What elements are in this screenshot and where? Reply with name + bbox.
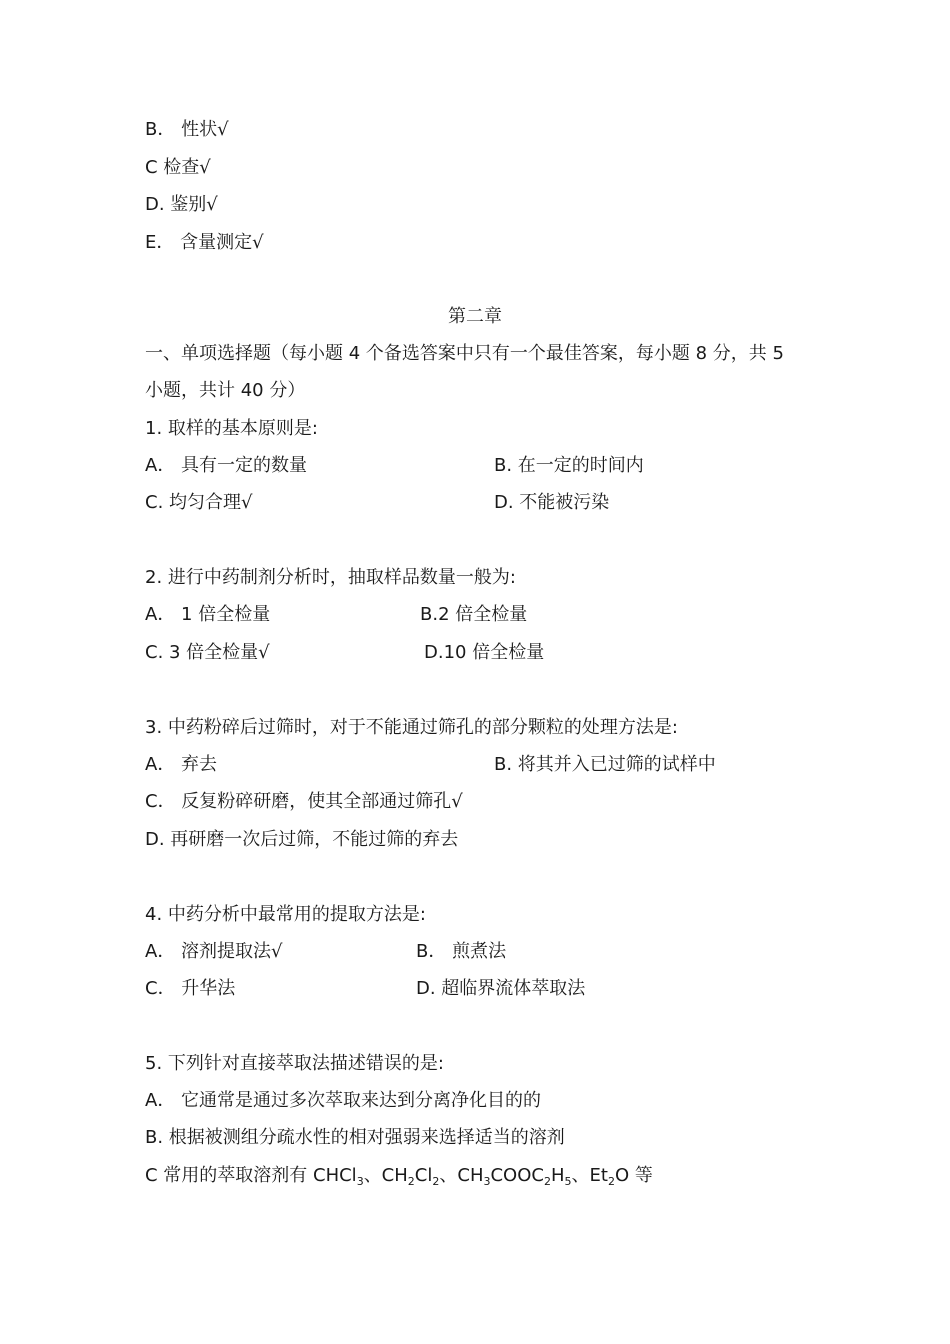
option-a: A． 1 倍全检量 — [145, 604, 271, 625]
option-b: B. 根据被测组分疏水性的相对强弱来选择适当的溶剂 — [145, 1127, 565, 1148]
option-d: D. 再研磨一次后过筛，不能过筛的弃去 — [145, 829, 459, 850]
chapter-title: 第二章 — [448, 306, 502, 327]
prev-option-e: E． 含量测定√ — [145, 232, 264, 253]
option-c-text: O 等 — [614, 1165, 653, 1186]
question-stem: 2. 进行中药制剂分析时，抽取样品数量一般为: — [145, 567, 516, 588]
option-b: B． 煎煮法 — [416, 941, 507, 962]
question-stem: 4. 中药分析中最常用的提取方法是: — [145, 904, 426, 925]
option-d: D.10 倍全检量 — [424, 642, 545, 663]
question-stem: 1. 取样的基本原则是: — [145, 418, 318, 439]
option-c-text: H — [550, 1165, 565, 1186]
subscript: 5 — [564, 1175, 572, 1188]
option-d: D. 不能被污染 — [494, 492, 610, 513]
question-stem: 5. 下列针对直接萃取法描述错误的是: — [145, 1053, 444, 1074]
subscript: 2 — [432, 1175, 440, 1188]
prev-option-b: B． 性状√ — [145, 119, 229, 140]
section-heading-line1: 一、单项选择题（每小题 4 个备选答案中只有一个最佳答案，每小题 8 分，共 5 — [145, 343, 784, 364]
option-a: A． 弃去 — [145, 754, 218, 775]
subscript: 2 — [607, 1175, 615, 1188]
option-b: B.2 倍全检量 — [420, 604, 528, 625]
option-a: A． 它通常是通过多次萃取来达到分离净化目的的 — [145, 1090, 542, 1111]
subscript: 3 — [356, 1175, 364, 1188]
option-a: A． 具有一定的数量 — [145, 455, 308, 476]
option-d: D. 超临界流体萃取法 — [416, 978, 586, 999]
option-c — [145, 1164, 653, 1188]
subscript: 2 — [407, 1175, 415, 1188]
option-c: C. 3 倍全检量√ — [145, 642, 270, 663]
prev-option-c: C 检查√ — [145, 157, 211, 178]
option-c: C． 升华法 — [145, 978, 236, 999]
option-c-text: Cl — [414, 1165, 433, 1186]
option-b: B. 在一定的时间内 — [494, 455, 644, 476]
question-stem: 3. 中药粉碎后过筛时，对于不能通过筛孔的部分颗粒的处理方法是: — [145, 717, 678, 738]
option-c-text: COOC — [490, 1165, 544, 1186]
option-a: A． 溶剂提取法√ — [145, 941, 283, 962]
option-c: C. 均匀合理√ — [145, 492, 253, 513]
option-c-text: 、Et — [571, 1165, 608, 1186]
subscript: 2 — [543, 1175, 551, 1188]
option-c: C． 反复粉碎研磨，使其全部通过筛孔√ — [145, 791, 463, 812]
option-c-text: 、CH — [363, 1165, 408, 1186]
option-c-text: C 常用的萃取溶剂有 CHCl — [145, 1165, 357, 1186]
subscript: 3 — [483, 1175, 491, 1188]
option-c-text: 、CH — [439, 1165, 484, 1186]
option-b: B. 将其并入已过筛的试样中 — [494, 754, 716, 775]
section-heading-line2: 小题，共计 40 分） — [145, 380, 306, 401]
prev-option-d: D. 鉴别√ — [145, 194, 218, 215]
